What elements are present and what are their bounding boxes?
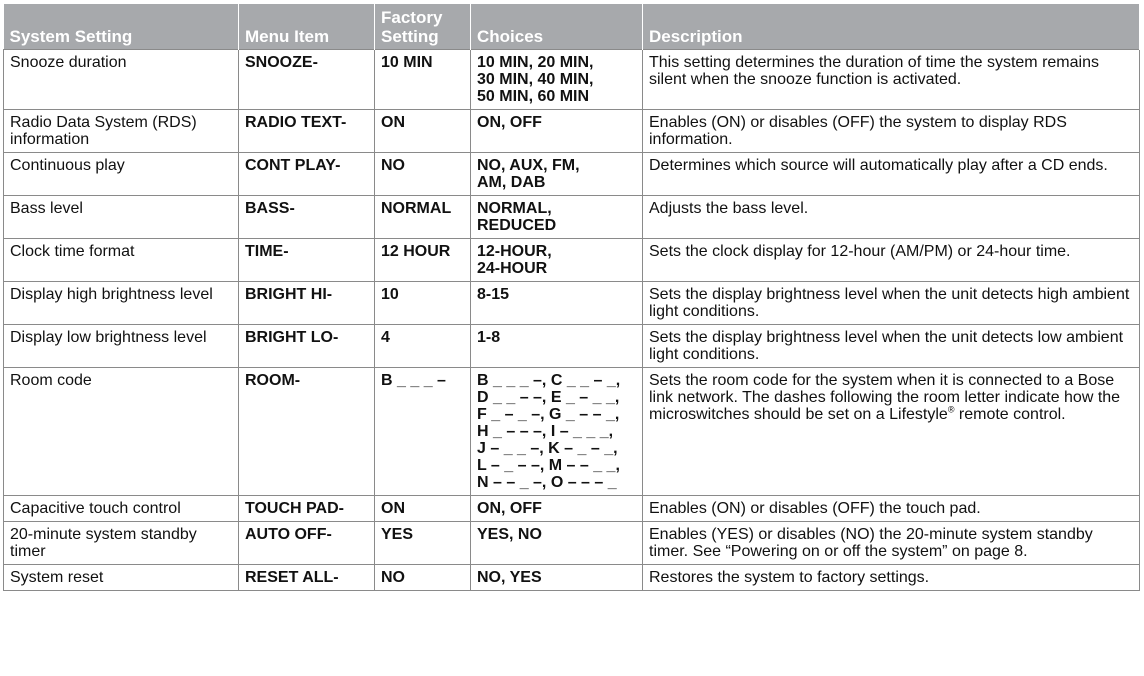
- choice-line: NORMAL,: [477, 200, 552, 217]
- choices-cell: [471, 325, 643, 368]
- choice-line: 50 MIN, 60 MIN: [477, 88, 590, 105]
- table-row: [4, 110, 1140, 153]
- setting-cell: 20-minute system standby timer: [4, 522, 239, 565]
- header-factory-setting: [375, 4, 471, 50]
- choice-line: 10 MIN, 20 MIN,: [477, 54, 594, 71]
- menu-item-cell: TIME-: [239, 239, 375, 282]
- factory-cell: ON: [375, 496, 471, 522]
- header-system-setting: System Setting: [4, 4, 239, 50]
- description-cell: Sets the clock display for 12-hour (AM/PM) or 24-hour time.: [643, 239, 1140, 282]
- table-row: [4, 325, 1140, 368]
- setting-cell: Continuous play: [4, 153, 239, 196]
- menu-item-cell: RESET ALL-: [239, 565, 375, 591]
- menu-item-cell: BRIGHT HI-: [239, 282, 375, 325]
- choice-line: 1-8: [477, 329, 501, 346]
- description-cell: [643, 368, 1140, 496]
- factory-cell: NORMAL: [375, 196, 471, 239]
- description-text-end: remote control.: [954, 406, 1066, 423]
- table-row: [4, 50, 1140, 110]
- menu-item-cell: CONT PLAY-: [239, 153, 375, 196]
- factory-cell: 4: [375, 325, 471, 368]
- choice-line: REDUCED: [477, 217, 557, 234]
- setting-cell: Display high brightness level: [4, 282, 239, 325]
- choices-cell: [471, 368, 643, 496]
- setting-cell: Display low brightness level: [4, 325, 239, 368]
- choice-line: 8-15: [477, 286, 510, 303]
- menu-item-cell: BASS-: [239, 196, 375, 239]
- description-cell: Enables (YES) or disables (NO) the 20-minute system standby timer. See “Powering on or off the system” on page 8.: [643, 522, 1140, 565]
- setting-cell: Bass level: [4, 196, 239, 239]
- header-menu-item: Menu Item: [239, 4, 375, 50]
- table-row: [4, 368, 1140, 496]
- menu-item-cell: AUTO OFF-: [239, 522, 375, 565]
- choices-cell: [471, 565, 643, 591]
- header-choices: Choices: [471, 4, 643, 50]
- choice-line: J – _ _ –, K – _ – _,: [477, 440, 618, 457]
- description-cell: Enables (ON) or disables (OFF) the system to display RDS information.: [643, 110, 1140, 153]
- choices-cell: [471, 50, 643, 110]
- factory-cell: YES: [375, 522, 471, 565]
- factory-cell: NO: [375, 153, 471, 196]
- menu-item-cell: TOUCH PAD-: [239, 496, 375, 522]
- choices-cell: [471, 110, 643, 153]
- table-header-row: [4, 4, 1140, 50]
- description-cell: Enables (ON) or disables (OFF) the touch pad.: [643, 496, 1140, 522]
- settings-table-container: [3, 4, 1139, 591]
- factory-cell: 12 HOUR: [375, 239, 471, 282]
- factory-cell: 10: [375, 282, 471, 325]
- description-cell: Sets the display brightness level when the unit detects high ambient light conditions.: [643, 282, 1140, 325]
- setting-cell: Room code: [4, 368, 239, 496]
- menu-item-cell: BRIGHT LO-: [239, 325, 375, 368]
- factory-cell: 10 MIN: [375, 50, 471, 110]
- choice-line: 24-HOUR: [477, 260, 548, 277]
- choice-line: ON, OFF: [477, 114, 542, 131]
- choice-line: 30 MIN, 40 MIN,: [477, 71, 594, 88]
- choices-cell: [471, 196, 643, 239]
- registered-mark: ®: [947, 404, 955, 415]
- description-cell: Determines which source will automatically play after a CD ends.: [643, 153, 1140, 196]
- description-cell: Sets the display brightness level when the unit detects low ambient light conditions.: [643, 325, 1140, 368]
- choices-cell: [471, 496, 643, 522]
- factory-cell: B _ _ _ –: [375, 368, 471, 496]
- choice-line: ON, OFF: [477, 500, 542, 517]
- choice-line: AM, DAB: [477, 174, 546, 191]
- table-row: [4, 196, 1140, 239]
- header-description: Description: [643, 4, 1140, 50]
- system-settings-table: [3, 4, 1140, 591]
- description-text: Sets the room code for the system when it is connected to a Bose link network. The dashes following the room letter indicate how the microswitches should be set on a Lifestyle: [649, 372, 1121, 423]
- description-cell: This setting determines the duration of time the system remains silent when the snooze function is activated.: [643, 50, 1140, 110]
- setting-cell: Snooze duration: [4, 50, 239, 110]
- setting-cell: Capacitive touch control: [4, 496, 239, 522]
- choice-line: N – – _ –, O – – – _: [477, 474, 617, 491]
- choices-cell: [471, 239, 643, 282]
- factory-cell: ON: [375, 110, 471, 153]
- choice-line: H _ – – –, I – _ _ _,: [477, 423, 614, 440]
- description-cell: Adjusts the bass level.: [643, 196, 1140, 239]
- setting-cell: System reset: [4, 565, 239, 591]
- choices-cell: [471, 153, 643, 196]
- choice-line: D _ _ – –, E _ – _ _,: [477, 389, 620, 406]
- setting-cell: Radio Data System (RDS) information: [4, 110, 239, 153]
- menu-item-cell: ROOM-: [239, 368, 375, 496]
- table-row: [4, 565, 1140, 591]
- table-row: [4, 496, 1140, 522]
- table-row: [4, 239, 1140, 282]
- choice-line: YES, NO: [477, 526, 542, 543]
- description-cell: Restores the system to factory settings.: [643, 565, 1140, 591]
- choice-line: NO, YES: [477, 569, 542, 586]
- choice-line: 12-HOUR,: [477, 243, 552, 260]
- table-row: [4, 522, 1140, 565]
- factory-cell: NO: [375, 565, 471, 591]
- choice-line: F _ – _ –, G _ – – _,: [477, 406, 620, 423]
- choices-cell: [471, 282, 643, 325]
- menu-item-cell: SNOOZE-: [239, 50, 375, 110]
- header-factory-line2: Setting: [381, 27, 439, 46]
- header-factory-line1: Factory: [381, 8, 443, 27]
- setting-cell: Clock time format: [4, 239, 239, 282]
- table-row: [4, 153, 1140, 196]
- menu-item-cell: RADIO TEXT-: [239, 110, 375, 153]
- choice-line: NO, AUX, FM,: [477, 157, 580, 174]
- choices-cell: [471, 522, 643, 565]
- choice-line: L – _ – –, M – – _ _,: [477, 457, 620, 474]
- table-row: [4, 282, 1140, 325]
- choice-line: B _ _ _ –, C _ _ – _,: [477, 372, 621, 389]
